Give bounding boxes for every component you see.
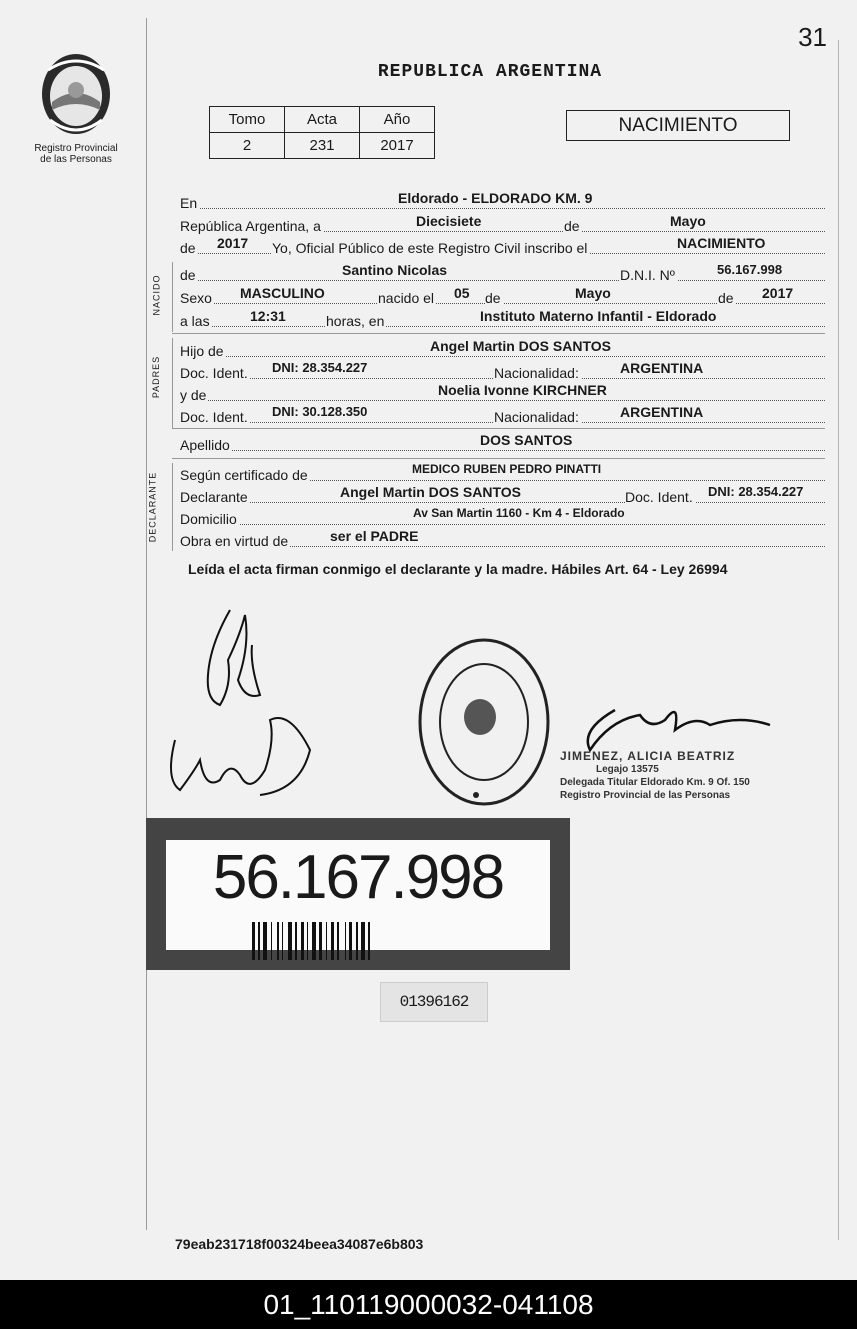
barcode-bar: [368, 922, 370, 960]
signature-madre: [160, 700, 330, 805]
acta-type-box: NACIMIENTO: [566, 110, 790, 141]
footer-id: 01_110119000032-041108: [0, 1280, 857, 1329]
line-yo: [180, 237, 825, 255]
alas-label: a las: [180, 313, 210, 329]
document-title: REPUBLICA ARGENTINA: [377, 62, 603, 82]
line-obra: [180, 530, 825, 548]
line-hora: [180, 310, 825, 328]
line-padre-doc: [180, 362, 825, 380]
oficial-registro: Registro Provincial de las Personas: [560, 790, 731, 801]
acta-table: [209, 106, 435, 159]
line-hijo: [180, 340, 825, 358]
oficial-cargo: Delegada Titular Eldorado Km. 9 Of. 150: [560, 777, 750, 788]
barcode-bar: [252, 922, 255, 960]
de-label: de: [564, 218, 580, 234]
barcode-bar: [326, 922, 327, 960]
header-acta: Acta: [285, 107, 360, 133]
nacido-sidebar-line: [172, 262, 173, 332]
line-nombre: [180, 264, 825, 282]
hijo-label: Hijo de: [180, 343, 224, 359]
obra-label: Obra en virtud de: [180, 533, 289, 549]
oficial-legajo: Legajo 13575: [596, 764, 659, 775]
domicilio-label: Domicilio: [180, 511, 237, 527]
barcode-bar: [258, 922, 260, 960]
sexo-value: MASCULINO: [240, 285, 325, 301]
oficial-sello: [560, 750, 750, 802]
nacido-el-label: nacido el: [378, 290, 435, 306]
barcode-bar: [349, 922, 352, 960]
barcode-bar: [331, 922, 334, 960]
anio-value: 2017: [217, 235, 249, 251]
declarante-nombre: Angel Martin DOS SANTOS: [340, 484, 521, 500]
line-apellido: [180, 434, 825, 452]
horas-en-label: horas, en: [326, 313, 385, 329]
dni-barcode-label: [146, 818, 570, 970]
lugar-value: Eldorado - ELDORADO KM. 9: [398, 190, 593, 206]
certificado-value: MEDICO RUBEN PEDRO PINATTI: [412, 462, 602, 476]
madre-nac-label: Nacionalidad:: [494, 409, 579, 425]
sexo-label: Sexo: [180, 290, 212, 306]
barcode-bar: [282, 922, 283, 960]
padres-side-label: PADRES: [151, 355, 162, 399]
line-declarante: [180, 486, 825, 504]
nacido-lugar: Instituto Materno Infantil - Eldorado: [480, 308, 717, 324]
madre-nombre: Noelia Ivonne KIRCHNER: [438, 382, 607, 398]
barcode-bars: [252, 922, 464, 960]
nacido-de2-label: de: [485, 290, 501, 306]
value-anio: 2017: [360, 133, 435, 159]
acta-table-header-row: [210, 107, 435, 133]
barcode-bar: [345, 922, 346, 960]
barcode-bar: [356, 922, 358, 960]
barcode-bar: [319, 922, 322, 960]
dni-label: D.N.I. Nº: [620, 267, 675, 283]
declarante-doc: DNI: 28.354.227: [708, 484, 804, 499]
republica-label: República Argentina, a: [180, 218, 321, 234]
acta-table-value-row: [210, 133, 435, 159]
barcode-bar: [263, 922, 267, 960]
nacido-mes: Mayo: [575, 285, 611, 301]
line-en: [180, 192, 825, 210]
separator: [172, 428, 825, 429]
header-tomo: Tomo: [210, 107, 285, 133]
line-certificado: [180, 464, 825, 482]
obra-value: ser el PADRE: [330, 528, 419, 544]
separator: [172, 458, 825, 459]
line-madre: [180, 384, 825, 402]
value-tomo: 2: [210, 133, 285, 159]
oficial-nombre: JIMENEZ, ALICIA BEATRIZ: [560, 749, 736, 763]
padre-doc-label: Doc. Ident.: [180, 365, 248, 381]
declarante-label: Declarante: [180, 489, 248, 505]
inscribe-value: NACIMIENTO: [677, 235, 766, 251]
de2-label: de: [180, 240, 196, 256]
serial-number: 01396162: [380, 982, 488, 1022]
yde-label: y de: [180, 387, 207, 403]
line-sexo: [180, 287, 825, 305]
yo-label: Yo, Oficial Público de este Registro Civil inscribo el: [272, 240, 588, 256]
apellido-label: Apellido: [180, 437, 230, 453]
barcode-inner: [166, 840, 550, 950]
domicilio-value: Av San Martin 1160 - Km 4 - Eldorado: [413, 506, 625, 520]
misiones-seal-logo: [38, 50, 114, 138]
nacido-nombre: Santino Nicolas: [342, 262, 448, 278]
padres-sidebar-line: [172, 338, 173, 428]
padre-nacionalidad: ARGENTINA: [620, 360, 704, 376]
declarante-side-label: DECLARANTE: [147, 471, 158, 543]
barcode-bar: [361, 922, 365, 960]
madre-nacionalidad: ARGENTINA: [620, 404, 704, 420]
cert-label: Según certificado de: [180, 467, 308, 483]
barcode-bar: [312, 922, 316, 960]
registro-stamp: [414, 635, 554, 810]
line-madre-doc: [180, 406, 825, 424]
registro-line-2: de las Personas: [40, 154, 112, 165]
page-number: 31: [798, 22, 827, 52]
declarante-doc-label: Doc. Ident.: [625, 489, 693, 505]
padre-nombre: Angel Martin DOS SANTOS: [430, 338, 611, 354]
barcode-bar: [271, 922, 272, 960]
nacido-de3-label: de: [718, 290, 734, 306]
apellido-value: DOS SANTOS: [480, 432, 573, 448]
leida-statement: Leída el acta firman conmigo el declarante y la madre. Hábiles Art. 64 - Ley 26994: [188, 561, 728, 577]
barcode-bar: [277, 922, 279, 960]
barcode-bar: [295, 922, 297, 960]
nacido-dni: 56.167.998: [717, 262, 783, 277]
dia-value: Diecisiete: [416, 213, 482, 229]
line-republica: [180, 215, 825, 233]
barcode-bar: [288, 922, 292, 960]
registro-provincial: [20, 143, 132, 165]
document-hash: 79eab231718f00324beea34087e6b803: [175, 1236, 424, 1252]
separator: [172, 333, 825, 334]
line-domicilio: [180, 508, 825, 526]
padre-nac-label: Nacionalidad:: [494, 365, 579, 381]
left-margin-line: [146, 18, 147, 1230]
nacido-side-label: NACIDO: [151, 274, 162, 316]
dni-barcode-number: 56.167.998: [212, 843, 504, 912]
hora-value: 12:31: [250, 308, 286, 324]
nacido-dia: 05: [454, 285, 470, 301]
header-anio: Año: [360, 107, 435, 133]
value-acta: 231: [285, 133, 360, 159]
right-margin-line: [838, 40, 839, 1240]
declarante-sidebar-line: [172, 463, 173, 551]
nacido-de-label: de: [180, 267, 196, 283]
barcode-bar: [301, 922, 304, 960]
nacido-anio: 2017: [762, 285, 794, 301]
en-label: En: [180, 195, 198, 211]
barcode-bar: [307, 922, 308, 960]
madre-doc: DNI: 30.128.350: [272, 404, 368, 419]
registro-line-1: Registro Provincial: [34, 143, 118, 154]
mes-value: Mayo: [670, 213, 706, 229]
padre-doc: DNI: 28.354.227: [272, 360, 368, 375]
barcode-bar: [337, 922, 339, 960]
madre-doc-label: Doc. Ident.: [180, 409, 248, 425]
